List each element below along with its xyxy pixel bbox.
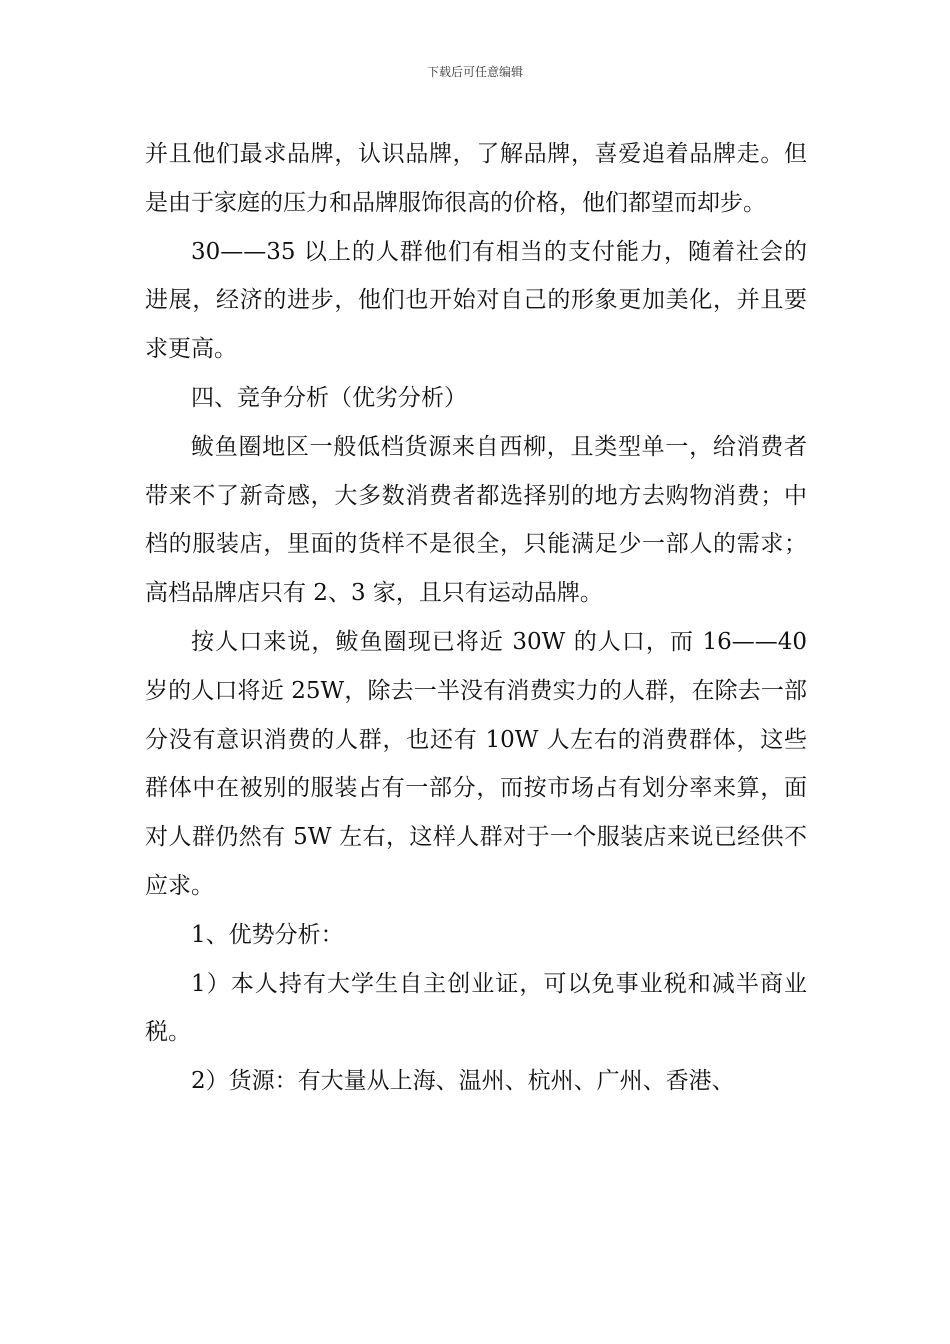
document-body	[145, 130, 807, 1106]
list-item-tax-benefit: 1）本人持有大学生自主创业证，可以免事业税和减半商业税。	[145, 970, 807, 1046]
paragraph-brand-preference: 并且他们最求品牌，认识品牌，了解品牌，喜爱追着品牌走。但是由于家庭的压力和品牌服饰很高的价格，他们都望而却步。	[145, 141, 807, 216]
subheading-advantages: 1、优势分析：	[191, 921, 344, 948]
section-heading-competition: 四、竞争分析（优劣分析）	[191, 384, 467, 411]
paragraph-population: 按人口来说，鲅鱼圈现已将近 30W 的人口，而 16——40 岁的人口将近 25W，除去一半没有消费实力的人群，在除去一部分没有意识消费的人群，也还有 10W 人左右的消费群体，这些群体中在被别的服装占有一部分，而按市场占有划分率来算，面对人群仍然有 5W 左右，这样人群对于一个服装店来说已经供不应求。	[145, 628, 807, 899]
page-header: 下载后可任意编辑	[426, 65, 523, 79]
list-item-supply: 2）货源：有大量从上海、温州、杭州、广州、香港、	[191, 1068, 735, 1095]
paragraph-local-market: 鲅鱼圈地区一般低档货源来自西柳，且类型单一，给消费者带来不了新奇感，大多数消费者都选择别的地方去购物消费；中档的服装店，里面的货样不是很全，只能满足少一部人的需求；高档品牌店只有 2、3 家，且只有运动品牌。	[145, 433, 807, 607]
paragraph-age-30-35: 30——35 以上的人群他们有相当的支付能力，随着社会的进展，经济的进步，他们也开始对自己的形象更加美化，并且要求更高。	[145, 238, 807, 363]
